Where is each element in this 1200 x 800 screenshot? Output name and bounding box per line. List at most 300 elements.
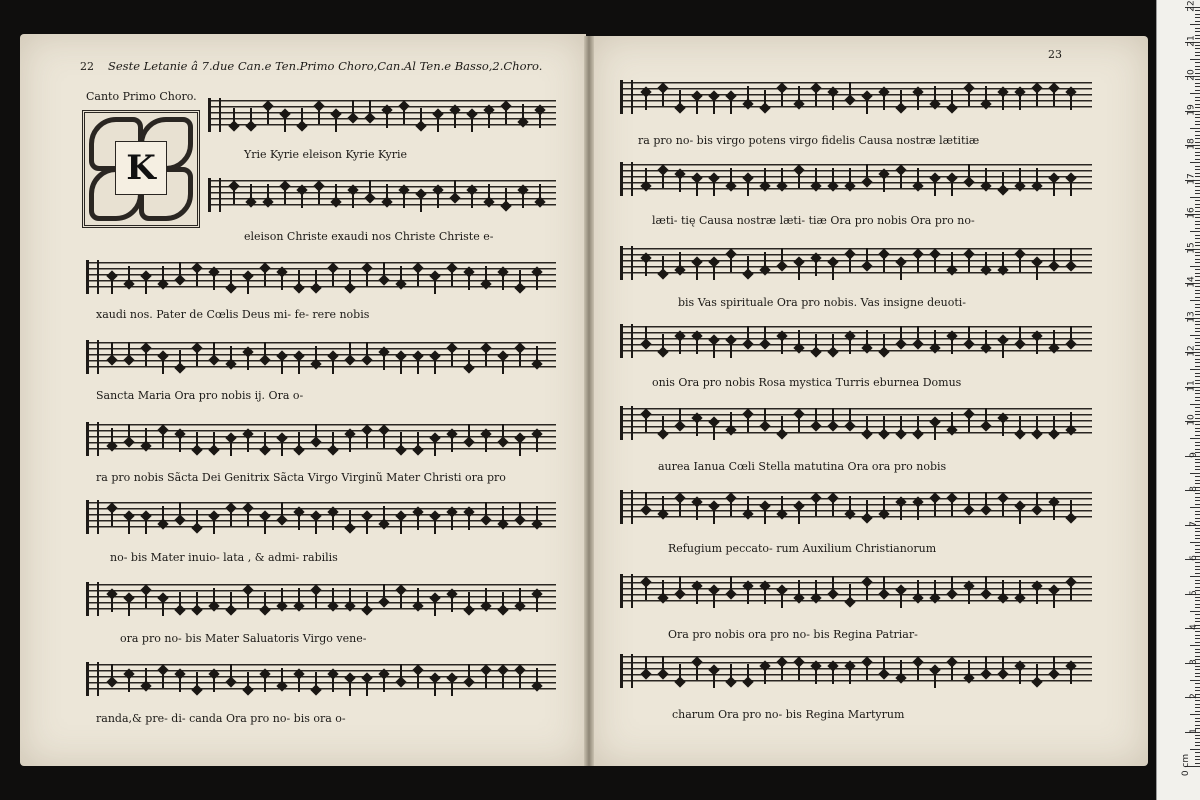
note-stem	[866, 416, 868, 432]
ruler-tick	[1195, 259, 1200, 260]
ruler-tick	[1195, 756, 1200, 757]
ruler-tick	[1195, 273, 1200, 274]
note-stem	[332, 676, 334, 692]
ruler-tick	[1195, 573, 1200, 574]
ruler-tick	[1195, 683, 1200, 684]
ruler-tick	[1195, 83, 1200, 84]
note-stem	[519, 270, 521, 286]
note-stem	[301, 108, 303, 124]
note-stem	[832, 576, 834, 592]
note-stem	[645, 94, 647, 110]
note-stem	[468, 274, 470, 290]
note-stem	[662, 656, 664, 672]
left-page-header: Seste Letanie â 7.due Can.e Ten.Primo Choro,Can.Al Ten.e Basso,2.Choro.	[108, 59, 543, 73]
note-stem	[488, 184, 490, 200]
note-stem	[815, 580, 817, 596]
music-staff	[620, 322, 1092, 360]
ruler-tick	[1195, 186, 1200, 187]
ruler-tick	[1195, 28, 1200, 29]
music-staff	[620, 488, 1092, 526]
note-stem	[264, 518, 266, 534]
note-stem	[383, 432, 385, 448]
ruler-tick	[1195, 652, 1200, 653]
ruler-tick	[1195, 759, 1200, 760]
note-stem	[434, 518, 436, 534]
staff-lines	[620, 82, 1092, 112]
ruler-label: 7	[1189, 520, 1200, 527]
note-stem	[366, 592, 368, 608]
clef-bar	[620, 80, 633, 114]
note-stem	[730, 500, 732, 516]
note-stem	[233, 188, 235, 204]
ruler-tick	[1195, 159, 1200, 160]
note-stem	[696, 588, 698, 604]
note-stem	[488, 112, 490, 128]
ruler-tick	[1195, 62, 1200, 63]
note-stem	[1070, 500, 1072, 516]
note-stem	[502, 506, 504, 522]
ruler-tick	[1190, 59, 1200, 60]
note-stem	[111, 510, 113, 526]
note-stem	[536, 506, 538, 522]
note-stem	[764, 90, 766, 106]
note-stem	[764, 252, 766, 268]
ruler-tick	[1195, 545, 1200, 546]
ruler-tick	[1195, 631, 1200, 632]
note-stem	[400, 358, 402, 374]
note-stem	[417, 432, 419, 448]
note-stem	[951, 576, 953, 592]
note-stem	[730, 412, 732, 428]
ruler-tick	[1195, 255, 1200, 256]
ruler-tick	[1195, 718, 1200, 719]
ruler-tick	[1195, 238, 1200, 239]
ruler-tick	[1195, 338, 1200, 339]
ruler-tick	[1195, 466, 1200, 467]
ruler-label: 16	[1186, 207, 1197, 219]
note-stem	[1019, 668, 1021, 684]
note-stem	[679, 664, 681, 680]
note-stem	[1036, 90, 1038, 106]
note-stem	[264, 676, 266, 692]
note-stem	[230, 346, 232, 362]
ruler-tick	[1190, 197, 1200, 198]
ruler-tick	[1195, 538, 1200, 539]
note-stem	[485, 436, 487, 452]
note-stem	[111, 664, 113, 680]
clef-bar	[620, 654, 633, 688]
ruler-tick	[1195, 504, 1200, 505]
note-stem	[366, 342, 368, 358]
ruler-label: 11	[1186, 379, 1197, 392]
note-stem	[951, 252, 953, 268]
ruler-tick	[1195, 642, 1200, 643]
note-stem	[747, 496, 749, 512]
ruler-tick	[1195, 535, 1200, 536]
note-stem	[747, 86, 749, 102]
ruler-label: 6	[1189, 555, 1200, 561]
note-stem	[281, 440, 283, 456]
lyric-line: Refugium peccato- rum Auxilium Christianorum	[668, 542, 937, 555]
note-stem	[145, 518, 147, 534]
note-stem	[781, 90, 783, 106]
note-stem	[335, 184, 337, 200]
note-stem	[815, 668, 817, 684]
note-stem	[536, 436, 538, 452]
note-stem	[798, 330, 800, 346]
note-stem	[900, 592, 902, 608]
note-stem	[383, 262, 385, 278]
note-stem	[332, 358, 334, 374]
ruler-tick	[1195, 155, 1200, 156]
note-stem	[713, 592, 715, 608]
note-stem	[522, 104, 524, 120]
clef-bar	[86, 422, 99, 456]
note-stem	[196, 270, 198, 286]
note-stem	[386, 184, 388, 200]
note-stem	[383, 354, 385, 370]
note-stem	[900, 660, 902, 676]
ruler-tick	[1190, 542, 1200, 543]
note-stem	[1019, 580, 1021, 596]
ruler-tick	[1195, 511, 1200, 512]
note-stem	[315, 672, 317, 688]
note-stem	[403, 108, 405, 124]
note-stem	[1053, 592, 1055, 608]
note-stem	[849, 584, 851, 600]
note-stem	[386, 112, 388, 128]
note-stem	[250, 108, 252, 124]
note-stem	[451, 514, 453, 530]
ruler-tick	[1195, 587, 1200, 588]
note-stem	[645, 416, 647, 432]
note-stem	[233, 108, 235, 124]
note-stem	[764, 408, 766, 424]
note-stem	[502, 592, 504, 608]
note-stem	[281, 502, 283, 518]
staff-lines	[620, 656, 1092, 686]
note-stem	[662, 334, 664, 350]
ruler-tick	[1190, 473, 1200, 474]
clef-bar	[86, 500, 99, 534]
ruler-tick	[1195, 514, 1200, 515]
ruler-tick	[1195, 293, 1200, 294]
music-staff	[86, 660, 556, 698]
lyric-line: ra pro no- bis virgo potens virgo fidelis Causa nostræ lætitiæ	[638, 134, 980, 147]
note-stem	[645, 584, 647, 600]
note-stem	[420, 196, 422, 212]
note-stem	[1036, 168, 1038, 184]
note-stem	[951, 664, 953, 680]
note-stem	[162, 506, 164, 522]
ruler-tick	[1195, 549, 1200, 550]
note-stem	[900, 416, 902, 432]
ruler-label: 3	[1189, 658, 1200, 665]
ruler-tick	[1195, 742, 1200, 743]
decorated-initial	[82, 110, 200, 228]
ruler-tick	[1195, 411, 1200, 412]
note-stem	[985, 492, 987, 508]
note-stem	[145, 668, 147, 684]
note-stem	[264, 342, 266, 358]
note-stem	[968, 588, 970, 604]
ruler-tick	[1195, 307, 1200, 308]
ruler-tick	[1195, 656, 1200, 657]
note-stem	[332, 588, 334, 604]
note-stem	[900, 504, 902, 520]
note-stem	[951, 412, 953, 428]
note-stem	[883, 176, 885, 192]
ruler-label: 10	[1186, 414, 1197, 426]
ruler-tick	[1195, 397, 1200, 398]
note-stem	[383, 584, 385, 600]
music-staff	[208, 176, 556, 214]
lyric-line: læti- tię Causa nostræ læti- tiæ Ora pro nobis Ora pro no-	[652, 214, 975, 227]
note-stem	[471, 116, 473, 132]
initial-letter: K	[115, 141, 167, 195]
note-stem	[1019, 94, 1021, 110]
note-stem	[247, 354, 249, 370]
note-stem	[332, 514, 334, 530]
note-stem	[400, 664, 402, 680]
note-stem	[1019, 326, 1021, 342]
ruler-tick	[1190, 128, 1200, 129]
ruler-tick	[1195, 569, 1200, 570]
ruler-tick	[1190, 335, 1200, 336]
ruler-label: 8	[1189, 486, 1200, 492]
note-stem	[713, 424, 715, 440]
note-stem	[832, 94, 834, 110]
note-stem	[196, 432, 198, 448]
note-stem	[179, 262, 181, 278]
note-stem	[781, 338, 783, 354]
note-stem	[968, 326, 970, 342]
note-stem	[1036, 492, 1038, 508]
note-stem	[662, 580, 664, 596]
note-stem	[985, 656, 987, 672]
note-stem	[1002, 656, 1004, 672]
note-stem	[315, 270, 317, 286]
ruler-tick	[1195, 121, 1200, 122]
note-stem	[196, 510, 198, 526]
note-stem	[315, 424, 317, 440]
note-stem	[536, 346, 538, 362]
note-stem	[383, 676, 385, 692]
ruler-tick	[1190, 680, 1200, 681]
ruler-tick	[1195, 497, 1200, 498]
note-stem	[730, 256, 732, 272]
note-stem	[230, 510, 232, 526]
note-stem	[247, 278, 249, 294]
clef-bar	[86, 662, 99, 696]
ruler-tick	[1195, 469, 1200, 470]
note-stem	[1053, 180, 1055, 196]
lyric-line: Yrie Kyrie eleison Kyrie Kyrie	[244, 148, 407, 161]
note-stem	[951, 90, 953, 106]
music-staff	[208, 96, 556, 134]
ruler-tick	[1195, 618, 1200, 619]
note-stem	[366, 432, 368, 448]
note-stem	[298, 358, 300, 374]
clef-bar	[208, 98, 221, 132]
note-stem	[318, 108, 320, 124]
note-stem	[1019, 416, 1021, 432]
note-stem	[213, 588, 215, 604]
note-stem	[284, 188, 286, 204]
note-stem	[849, 256, 851, 272]
note-stem	[468, 350, 470, 366]
note-stem	[281, 274, 283, 290]
ruler-tick	[1195, 393, 1200, 394]
ruler-tick	[1195, 48, 1200, 49]
book-gutter	[584, 36, 594, 766]
ruler-tick	[1195, 700, 1200, 701]
note-stem	[471, 192, 473, 208]
note-stem	[1002, 500, 1004, 516]
voice-label: Canto Primo Choro.	[86, 90, 197, 103]
note-stem	[781, 416, 783, 432]
note-stem	[764, 588, 766, 604]
ruler-tick	[1195, 583, 1200, 584]
note-stem	[196, 592, 198, 608]
ruler-label: 20	[1186, 69, 1197, 81]
lyric-line: xaudi nos. Pater de Cœlis Deus mi- fe- rere nobis	[96, 308, 370, 321]
note-stem	[230, 664, 232, 680]
note-stem	[145, 592, 147, 608]
lyric-line: no- bis Mater inuio- lata , & admi- rabilis	[110, 551, 338, 564]
ruler-tick	[1195, 445, 1200, 446]
ruler-tick	[1195, 117, 1200, 118]
note-stem	[917, 326, 919, 342]
ruler-tick	[1190, 714, 1200, 715]
ruler-tick	[1195, 124, 1200, 125]
note-stem	[696, 180, 698, 196]
note-stem	[539, 184, 541, 200]
note-stem	[366, 518, 368, 534]
note-stem	[128, 676, 130, 692]
note-stem	[951, 338, 953, 354]
note-stem	[451, 270, 453, 286]
ruler-tick	[1190, 369, 1200, 370]
note-stem	[179, 436, 181, 452]
ruler-tick	[1195, 483, 1200, 484]
ruler-tick	[1195, 304, 1200, 305]
note-stem	[522, 192, 524, 208]
ruler-tick	[1195, 580, 1200, 581]
note-stem	[1002, 420, 1004, 436]
ruler-tick	[1190, 749, 1200, 750]
music-staff	[86, 498, 556, 536]
ruler-tick	[1195, 428, 1200, 429]
note-stem	[1070, 668, 1072, 684]
ruler-label: 21	[1186, 34, 1197, 47]
ruler-tick	[1190, 162, 1200, 163]
ruler-tick	[1195, 190, 1200, 191]
note-stem	[662, 172, 664, 188]
music-staff	[86, 338, 556, 376]
lyric-line: Sancta Maria Ora pro nobis ij. Ora o-	[96, 389, 304, 402]
note-stem	[713, 98, 715, 114]
note-stem	[454, 112, 456, 128]
note-stem	[250, 184, 252, 200]
note-stem	[747, 416, 749, 432]
note-stem	[1070, 412, 1072, 428]
note-stem	[318, 188, 320, 204]
ruler-tick	[1190, 266, 1200, 267]
ruler-tick	[1195, 552, 1200, 553]
note-stem	[798, 664, 800, 680]
clef-bar	[86, 340, 99, 374]
note-stem	[764, 168, 766, 184]
note-stem	[900, 172, 902, 188]
note-stem	[349, 510, 351, 526]
note-stem	[213, 274, 215, 290]
note-stem	[696, 338, 698, 354]
ruler-tick	[1195, 90, 1200, 91]
note-stem	[196, 672, 198, 688]
lyric-line: Ora pro nobis ora pro no- bis Regina Patriar-	[668, 628, 918, 641]
note-stem	[315, 346, 317, 362]
note-stem	[247, 672, 249, 688]
note-stem	[713, 264, 715, 280]
note-stem	[213, 432, 215, 448]
note-stem	[747, 326, 749, 342]
ruler-label: 19	[1186, 103, 1197, 116]
note-stem	[264, 270, 266, 286]
right-page-number: 23	[1048, 48, 1062, 61]
music-staff	[620, 160, 1092, 198]
ruler-tick	[1190, 645, 1200, 646]
note-stem	[502, 358, 504, 374]
note-stem	[934, 672, 936, 688]
note-stem	[866, 248, 868, 264]
note-stem	[417, 270, 419, 286]
ruler-tick	[1195, 721, 1200, 722]
note-stem	[713, 342, 715, 358]
note-stem	[519, 502, 521, 518]
ruler-tick	[1195, 725, 1200, 726]
note-stem	[128, 518, 130, 534]
note-stem	[815, 168, 817, 184]
note-stem	[162, 358, 164, 374]
note-stem	[662, 90, 664, 106]
ruler-label: 4	[1189, 624, 1200, 630]
note-stem	[281, 588, 283, 604]
ruler-tick	[1195, 31, 1200, 32]
note-stem	[781, 496, 783, 512]
ruler-tick	[1195, 459, 1200, 460]
note-stem	[696, 420, 698, 436]
ruler-tick	[1195, 500, 1200, 501]
note-stem	[849, 668, 851, 684]
note-stem	[196, 350, 198, 366]
note-stem	[917, 664, 919, 680]
note-stem	[417, 358, 419, 374]
ruler-tick	[1195, 480, 1200, 481]
note-stem	[505, 108, 507, 124]
note-stem	[1070, 248, 1072, 264]
ruler-tick	[1195, 193, 1200, 194]
note-stem	[1002, 580, 1004, 596]
lyric-line: eleison Christe exaudi nos Christe Christe e-	[244, 230, 494, 243]
note-stem	[213, 676, 215, 692]
note-stem	[798, 508, 800, 524]
note-stem	[747, 256, 749, 272]
note-stem	[366, 270, 368, 286]
note-stem	[213, 342, 215, 358]
note-stem	[179, 350, 181, 366]
note-stem	[849, 496, 851, 512]
